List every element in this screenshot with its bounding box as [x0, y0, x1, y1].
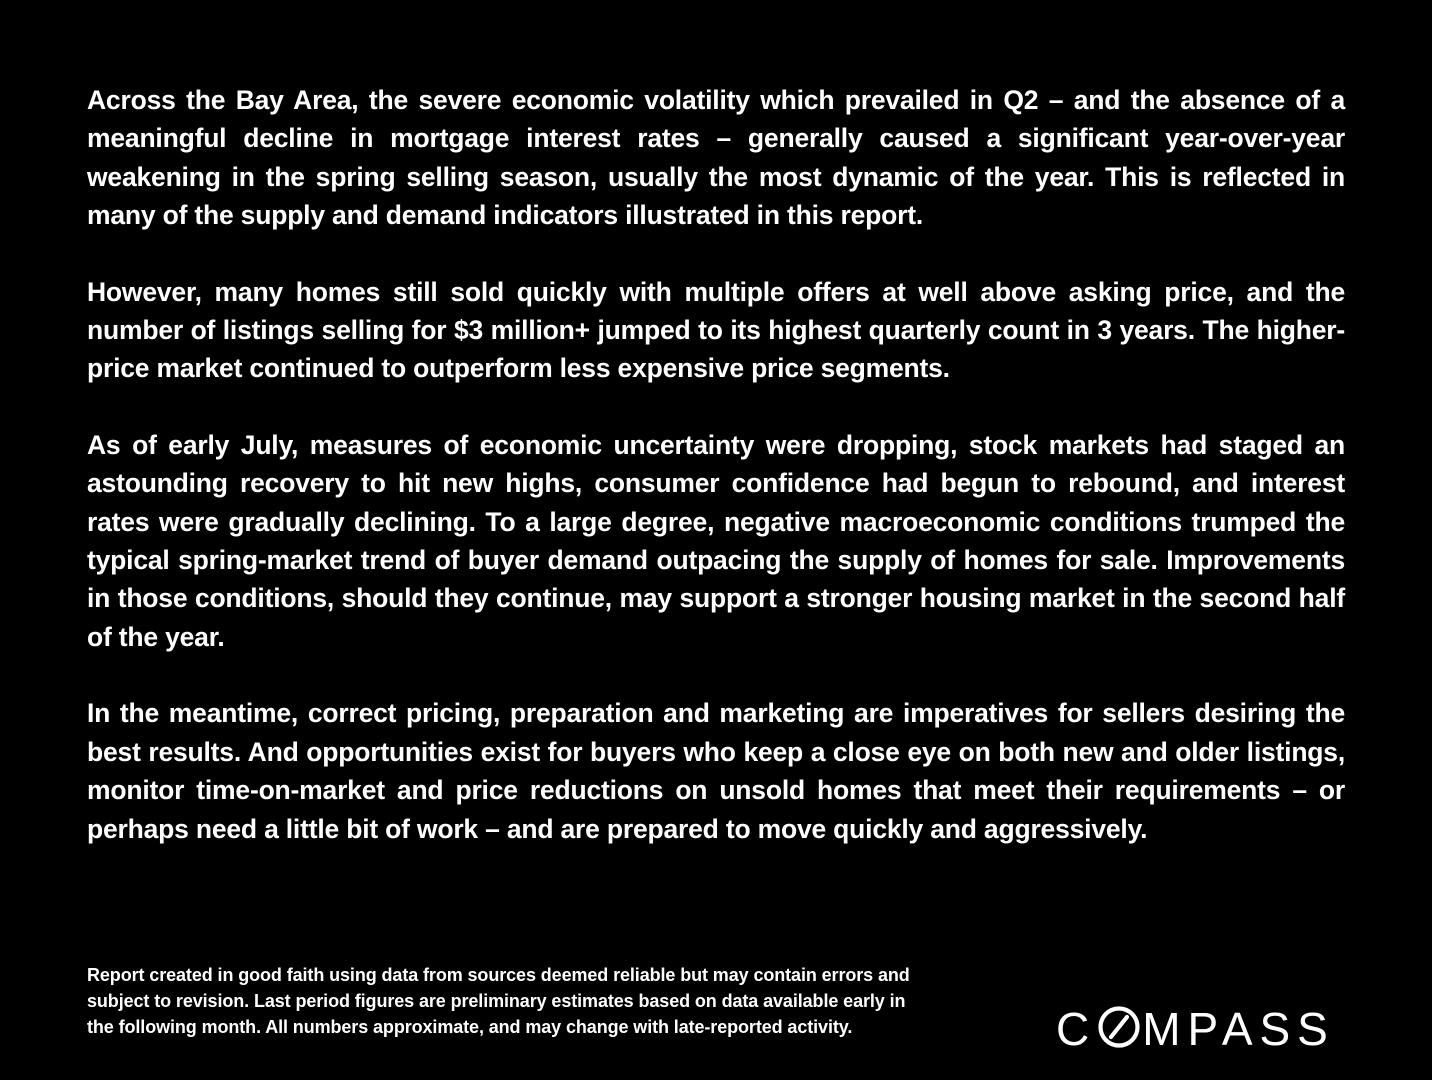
paragraph-high-end-market: However, many homes still sold quickly with multiple offers at well above asking price, and the number of listings selling for $3 million+ jumped to its highest quarterly count in 3 years. The higher-price market continued to outperform less expensive price segments. [87, 276, 1345, 384]
logo-text-end: MPASS [1142, 1003, 1335, 1055]
disclaimer-line: Report created in good faith using data from sources deemed reliable but may contain errors and [87, 965, 910, 985]
report-body [87, 81, 1345, 886]
compass-logo [1056, 1005, 1361, 1053]
disclaimer-line: the following month. All numbers approximate, and may change with late-reported activity. [87, 1017, 853, 1037]
disclaimer [87, 962, 987, 1040]
disclaimer-line: subject to revision. Last period figures are preliminary estimates based on data available early in [87, 991, 906, 1011]
compass-o-icon [1096, 1004, 1142, 1055]
paragraph-market-summary: Across the Bay Area, the severe economic volatility which prevailed in Q2 – and the absence of a meaningful decline in mortgage interest rates – generally caused a significant year-over-year weakening in the spring selling season, usually the most dynamic of the year. This is reflected in many of the supply and demand indicators illustrated in this report. [87, 85, 1345, 231]
paragraph-economic-conditions: As of early July, measures of economic uncertainty were dropping, stock markets had staged an astounding recovery to hit new highs, consumer confidence had begun to rebound, and interest rates were gradually declining. To a large degree, negative macroeconomic conditions trumped the typical spring-market trend of buyer demand outpacing the supply of homes for sale. Improvements in those conditions, should they continue, may support a stronger housing market in the second half of the year. [87, 429, 1345, 652]
paragraph-advice: In the meantime, correct pricing, preparation and marketing are imperatives for sellers desiring the best results. And opportunities exist for buyers who keep a close eye on both new and older listings, monitor time-on-market and price reductions on unsold homes that meet their requirements – or perhaps need a little bit of work – and are prepared to move quickly and aggressively. [87, 698, 1345, 844]
logo-text-start: C [1056, 1003, 1097, 1055]
